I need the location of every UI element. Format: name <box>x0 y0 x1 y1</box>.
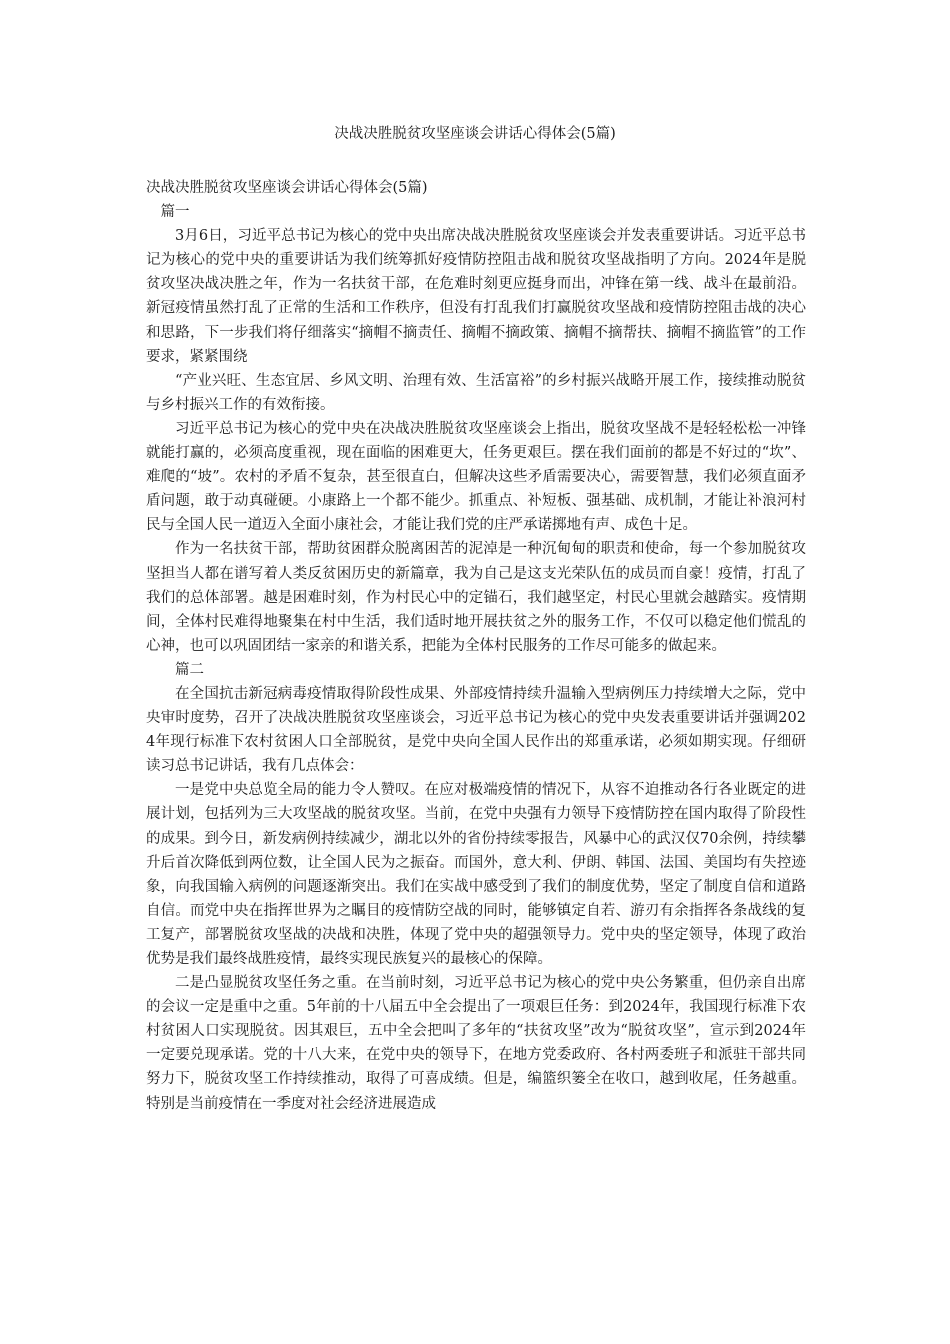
paragraph: “产业兴旺、生态宜居、乡风文明、治理有效、生活富裕”的乡村振兴战略开展工作，接续推动脱贫与乡村振兴工作的有效衔接。 <box>146 372 806 413</box>
paragraph: 一是党中央总览全局的能力令人赞叹。在应对极端疫情的情况下，从容不迫推动各行各业既定的进展计划，包括列为三大攻坚战的脱贫攻坚。当前，在党中央强有力领导下疫情防控在国内取得了阶段性的成果。到今日，新发病例持续减少，湖北以外的省份持续零报告，风暴中心的武汉仅70余例，持续攀升后首次降低到两位数，让全国人民为之振奋。而国外，意大利、伊朗、韩国、法国、美国均有失控迹象，向我国输入病例的问题逐渐突出。我们在实战中感受到了我们的制度优势，坚定了制度自信和道路自信。而党中央在指挥世界为之瞩目的疫情防空战的同时，能够镇定自若、游刃有余指挥各条战线的复工复产，部署脱贫攻坚战的决战和决胜，体现了党中央的超强领导力。党中央的坚定领导，体现了政治优势是我们最终战胜疫情，最终实现民族复兴的最核心的保障。 <box>146 782 806 967</box>
paragraph: 作为一名扶贫干部，帮助贫困群众脱离困苦的泥淖是一种沉甸甸的职责和使命，每一个参加脱贫攻坚担当人都在谱写着人类反贫困历史的新篇章，我为自己是这支光荣队伍的成员而自豪！疫情，打乱了我们的总体部署。越是困难时刻，作为村民心中的定锚石，我们越坚定，村民心里就会越踏实。疫情期间，全体村民难得地聚集在村中生活，我们适时地开展扶贫之外的服务工作，不仅可以稳定他们慌乱的心神，也可以巩固团结一家亲的和谐关系，把能为全体村民服务的工作尽可能多的做起来。 <box>146 541 806 654</box>
paragraph: 二是凸显脱贫攻坚任务之重。在当前时刻，习近平总书记为核心的党中央公务繁重，但仍亲自出席的会议一定是重中之重。5年前的十八届五中全会提出了一项艰巨任务：到2024年，我国现行标准下农村贫困人口实现脱贫。因其艰巨，五中全会把叫了多年的“扶贫攻坚”改为“脱贫攻坚”，宣示到2024年一定要兑现承诺。党的十八大来，在党中央的领导下，在地方党委政府、各村两委班子和派驻干部共同努力下，脱贫攻坚工作持续推动，取得了可喜成绩。但是，编篮织篓全在收口，越到收尾，任务越重。特别是当前疫情在一季度对社会经济进展造成 <box>146 975 806 1112</box>
document-title: 决战决胜脱贫攻坚座谈会讲话心得体会(5篇) <box>334 126 616 142</box>
document-subtitle: 决战决胜脱贫攻坚座谈会讲话心得体会(5篇) <box>146 180 428 196</box>
paragraph: 3月6日，习近平总书记为核心的党中央出席决战决胜脱贫攻坚座谈会并发表重要讲话。习近平总书记为核心的党中央的重要讲话为我们统筹抓好疫情防控阻击战和脱贫攻坚战指明了方向。2024年是脱贫攻坚决战决胜之年，作为一名扶贫干部，在危难时刻更应挺身而出，冲锋在第一线、战斗在最前沿。新冠疫情虽然打乱了正常的生活和工作秩序，但没有打乱我们打赢脱贫攻坚战和疫情防控阻击战的决心和思路，下一步我们将仔细落实“摘帽不摘责任、摘帽不摘政策、摘帽不摘帮扶、摘帽不摘监管”的工作要求，紧紧围绕 <box>146 228 806 365</box>
section-heading: 篇一 <box>160 204 190 221</box>
paragraph: 在全国抗击新冠病毒疫情取得阶段性成果、外部疫情持续升温输入型病例压力持续增大之际，党中央审时度势，召开了决战决胜脱贫攻坚座谈会，习近平总书记为核心的党中央发表重要讲话并强调2024年现行标准下农村贫困人口全部脱贫，是党中央向全国人民作出的郑重承诺，必须如期实现。仔细研读习总书记讲话，我有几点体会： <box>146 685 806 775</box>
section-heading: 篇二 <box>175 661 204 678</box>
document-body <box>146 176 806 1116</box>
paragraph: 习近平总书记为核心的党中央在决战决胜脱贫攻坚座谈会上指出，脱贫攻坚战不是轻轻松松一冲锋就能打赢的，必须高度重视，现在面临的困难更大，任务更艰巨。摆在我们面前的都是不好过的“坎”、难爬的“坡”。农村的矛盾不复杂，甚至很直白，但解决这些矛盾需要决心，需要智慧，我们必须直面矛盾问题，敢于动真碰硬。小康路上一个都不能少。抓重点、补短板、强基础、成机制，才能让补浪河村民与全国人民一道迈入全面小康社会，才能让我们党的庄严承诺掷地有声、成色十足。 <box>146 420 806 534</box>
